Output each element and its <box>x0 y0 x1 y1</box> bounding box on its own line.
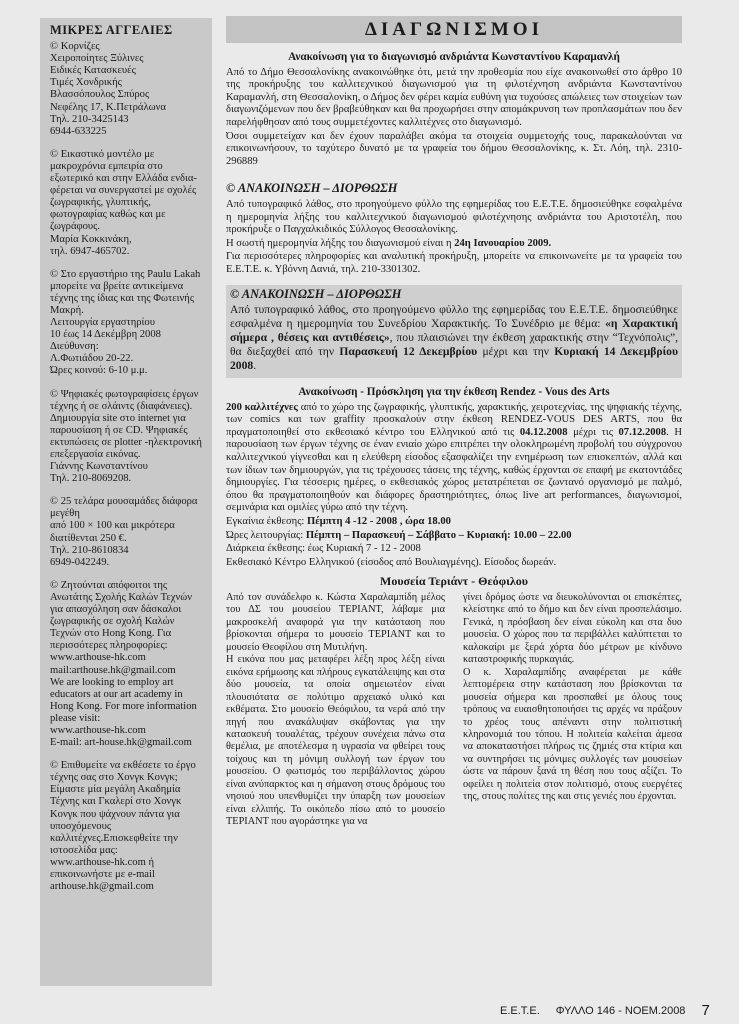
hours-value: Πέμπτη – Παρασκευή – Σάββατο – Κυριακή: 10.00 – 22.00 <box>305 529 572 541</box>
rendez-vous-title: Ανακοίνωση - Πρόσκληση για την έκθεση Rendez - Vous des Arts <box>298 386 610 399</box>
article-correction-engraving <box>226 285 682 379</box>
correction2-text-3: μέχρι και την <box>477 345 555 359</box>
hours-line <box>226 530 682 543</box>
ad-hong-kong-teachers: © Ζητούνται απόφοιτοι της Ανωτάτης Σχολής Καλών Τεχνών για απασχόληση σαν δάσκαλοι ζωγραφικής σε σχολή Καλών Τεχνών στο Hong Kong. Για περισσότερες πληροφορίες: www.arthouse-hk.com mail:arthouse.hk@gmail.com We are looking to employ art educators at our art academy in Hong Kong. For more information please visit: www.arthouse-hk.com E-mail: art-house.hk@gmail.com <box>50 579 197 749</box>
rendez-vous-body <box>226 402 682 515</box>
article-correction-aristotle <box>226 182 682 276</box>
conference-theme: «η Χαρακτική σήμερα , θέσεις και αντιθέσεις» <box>230 317 678 345</box>
article-karamanlis-title: Ανακοίνωση για το διαγωνισμό ανδριάντα Κωνσταντίνου Καραμανλή <box>288 51 620 63</box>
article-museums <box>226 575 682 828</box>
correction2-text-2: , που πλαισιώνει την έκθεση χαρακτικής στην “Τεχνόπολις”, θα διεξαχθεί από την <box>230 331 678 359</box>
ad-hong-kong-gallery: © Επιθυμείτε να εκθέσετε το έργο τέχνης σας στο Χονγκ Κονγκ; Είμαστε μία μεγάλη Ακαδημία Τέχνης και Γκαλερί στο Χονγκ Κονγκ που ψάχνουν πάντα για υποσχόμενους καλλιτέχνες.Επισκεφθείτε την ιστοσελίδα μας: www.arthouse-hk.com ή επικοινωνήστε με e-mail arthouse.hk@gmail.com <box>50 760 196 893</box>
article-karamanlis-p2: Όσοι συμμετείχαν και δεν έχουν παραλάβει ακόμα τα στοιχεία συμμετοχής τους, παρακαλούνται να επικοινωνήσουν, το ταχύτερο δυνατό με τα γραφεία του δήμου Θεσσαλονίκης, κ. Στ. Λόη, τηλ. 2310-296889 <box>226 130 682 167</box>
correction-p1: Από τυπογραφικό λάθος, στο προηγούμενο φύλλο της εφημερίδας του Ε.Ε.Τ.Ε. δημοσιεύθηκε εσφαλμένα η ημερομηνία λήξης του καλλιτεχνικού διαγωνισμού φιλοτέχνησης ανδριάντα του Αριστοτέλη, που προκήρυξε ο Παγχαλκιδικός Σύλλογος Θεσσαλονίκης. <box>226 198 682 236</box>
end-date: 07.12.2008 <box>618 426 667 438</box>
main-column <box>226 16 682 991</box>
article-karamanlis <box>226 51 682 168</box>
opening-value: Πέμπτη 4 -12 - 2008 , ώρα 18.00 <box>306 516 451 528</box>
classifieds-sidebar <box>40 18 212 986</box>
section-banner: ΔΙΑΓΩΝΙΣΜΟΙ <box>226 16 682 43</box>
conference-end: Κυριακή 14 Δεκεμβρίου 2008 <box>230 345 678 373</box>
hours-label: Ώρες λειτουργίας: <box>226 529 306 541</box>
ad-model: © Εικαστικό μοντέλο με μακροχρόνια εμπειρία στο εξωτερικό και στην Ελλάδα ενδια-φέρεται να συνεργαστεί με σχολές ζωγραφικής, γλυπτικής, φωτογραφίας καθώς και με ζωγράφους. Μαρία Κοκκινάκη, τηλ. 6947-465702. <box>50 148 197 257</box>
ad-canvases: © 25 τελάρα μουσαμάδες διάφορα μεγέθη από 100 × 100 και μικρότερα διατίθενται 250 €. Τηλ. 210-8610834 6949-042249. <box>50 496 198 568</box>
footer-issue: ΦΥΛΛΟ 146 - ΝΟΕΜ.2008 <box>555 1004 686 1017</box>
page-number: 7 <box>701 1002 710 1019</box>
ad-frames: © Κορνίζες Χειροποίητες Ξύλινες Ειδικές Κατασκευές Τιμές Χονδρικής Βλασσόπουλος Σπύρος Νεφέλης 17, Κ.Πετράλωνα Τηλ. 210-3425143 6944-633225 <box>50 41 166 137</box>
page-footer <box>500 1002 710 1019</box>
correction-p3: Για περισσότερες πληροφορίες και αναλυτική προκήρυξη, μπορείτε να επικοινωνείτε με τα γραφεία του Ε.Ε.Τ.Ε. κ. Υβόννη Δανιά, τηλ. 210-3301302. <box>226 251 682 275</box>
opening-line <box>226 516 682 529</box>
correction2-text-1: Από τυπογραφικό λάθος, στο προηγούμενο φύλλο της εφημερίδας του Ε.Ε.Τ.Ε. δημοσιεύθηκε εσφαλμένα η ημερομηνία του Συνεδρίου Χαρακτικής. Το Συνέδριο με θέμα: <box>230 303 678 331</box>
start-date: 04.12.2008 <box>519 426 568 438</box>
correction-p2-text: Η σωστή ημερομηνία λήξης του διαγωνισμού είναι η <box>226 237 455 249</box>
rendez-vous-text-1: από το χώρο της ζωγραφικής, γλυπτικής, χαρακτικής, χειροτεχνίας, της ψηφιακής τέχνης, των comics και των graffity προσκαλούν στην έκθεση RENDEZ-VOUS DES ARTS, που θα πραγματοποιηθεί στο εκθεσιακό κέντρο του Ελληνικού από τις <box>226 401 682 438</box>
footer-org: Ε.Ε.Τ.Ε. <box>500 1004 540 1017</box>
correction2-text-4: . <box>253 359 257 373</box>
rendez-vous-text-3: . Η παρουσίαση των έργων τέχνης σε έναν ενιαίο χώρο επιτρέπει την ολοκληρωμένη προβολή του σύγχρονου καλλιτεχνικού γίγνεσθαι και η ελεύθερη είσοδος εξασφαλίζει την ενημέρωση των επισκεπτών, αλλά και των ίδιων των δημιουργών, για τις τρέχουσες τάσεις της τέχνης, καθώς έρχονται σε επαφή με εκατοντάδες δημιουργίες. Για τέσσερις ημέρες, ο εκθεσιακός χώρος μετατρέπεται σε ζωντανό οργανισμό με παλμό, όπου θα πραγματοποιηθούν και διάφορες δραστηριότητες, όπως live art performances, διαγωνισμοί, σεμινάρια και ομιλίες γύρω από την τέχνη. <box>226 426 682 514</box>
museums-title: Μουσεία Τεριάντ - Θεόφιλου <box>380 574 528 589</box>
artists-count: 200 καλλιτέχνες <box>226 401 298 413</box>
correction-date: 24η Ιανουαρίου 2009. <box>454 237 552 249</box>
duration-line: Διάρκεια έκθεσης: έως Κυριακή 7 - 12 - 2008 <box>226 543 421 555</box>
museums-col-left: Από τον συνάδελφο κ. Κώστα Χαραλαμπίδη μέλος του ΔΣ του μουσείου ΤΕΡΙΑΝΤ, λάβαμε μια μακροσκελή αναφορά για την κατάσταση που βρίσκονται σήμερα το μουσείο ΤΕΡΙΑΝΤ και το μουσείο Θεοφίλου στη Μυτιλήνη. Η εικόνα που μας μεταφέρει λέξη προς λέξη είναι εικόνα ερήμωσης και πλήρους εγκατάλειψης και στα δύο μουσεία, τα οποία σημειωτέον είναι πλουσιότατα σε πολύτιμο αρχειακό υλικό και εκθέματα. Στο μουσείο Θεόφιλου, τα νερά από την πηγή που ανακάλυψαν σκάβοντας για την κατασκευή τουαλέτας, τρέχουν συνέχεια πάνω στα θεμέλια, με αποτέλεσμα η υγρασία να φθείρει τους τοίχους και τη μόνιμη συλλογή των έργων του μουσείου. Ο φωτισμός του περιβάλλοντος χώρου είναι ανύπαρκτος και η σήμανση στους δρόμους του νησιού που υπενθυμίζει την ύπαρξη των μουσείων είναι ελλιπής. Το οικόπεδο πίσω από το μουσείο ΤΕΡΙΑΝΤ που αγοράστηκε για να <box>226 592 445 828</box>
correction2-title: © ΑΝΑΚΟΙΝΩΣΗ – ΔΙΟΡΘΩΣΗ <box>230 286 402 301</box>
opening-label: Εγκαίνια έκθεσης: <box>226 516 307 528</box>
museums-col-right: γίνει δρόμος ώστε να διευκολύνονται οι επισκέπτες, κλείστηκε από το δήμο και δεν είναι προσπελάσιμο. Γενικά, η πρόσβαση δεν είναι εύκολη και στα δυο μουσεία. Ο χώρος που τα περιβάλλει καλύπτεται το καλοκαίρι με ξερά χόρτα δύο μέτρων με κίνδυνο καταστροφικής πυρκαγιάς. Ο κ. Χαραλαμπίδης αναφέρεται με κάθε λεπτομέρεια στην κατάσταση που βρίσκονται τα μουσεία σήμερα και προσπαθεί με όλους τους τρόπους να ευαισθητοποιήσει τις αρχές να πράξουν το χρέος τους απέναντι στην πολιτιστική κληρονομιά του τόπου. Η πολιτεία καλείται άμεσα να αποκαταστήσει πλήρως τις ζημιές στα κτίρια και να συντηρήσει τις μόνιμες συλλογές των μουσείων ώστε να πάρουν ξανά τη θέση που τους αξίζει. Το οφείλει η πολιτεία στον πολιτισμό, στους ευεργέτες της, στους πολίτες της και στις γενιές που έρχονται. <box>463 592 682 803</box>
correction-p2 <box>226 238 682 251</box>
museums-columns <box>226 592 682 829</box>
article-karamanlis-p1: Από το Δήμο Θεσσαλονίκης ανακοινώθηκε ότι, μετά την προθεσμία που είχε ανακοινωθεί στο άρθρο 10 της προκήρυξης του καλλιτεχνικού διαγωνισμού για τη φιλοτέχνηση ανδριάντα Κωνσταντίνου Καραμανλή, στη Θεσσαλονίκη, ο Δήμος δεν φέρει καμία ευθύνη για τυχούσες απώλειες των στοιχείων των διαγωνιζόμενων που δεν βραβεύθηκαν και θα προχωρήσει στην απομάκρυνση των προπλασμάτων που δεν παρελήφθησαν από τους συμμετέχοντες καλλιτέχνες στο διαγωνισμό. <box>226 66 682 128</box>
correction-title: © ΑΝΑΚΟΙΝΩΣΗ – ΔΙΟΡΘΩΣΗ <box>226 181 398 196</box>
article-rendez-vous <box>226 386 682 569</box>
rendez-vous-text-2: μέχρι τις <box>567 426 619 438</box>
ad-digital-photo: © Ψηφιακές φωτογραφίσεις έργων τέχνης ή σε σλάιντς (διαφάνειες). Δημιουργία site στο internet για παρουσίαση ή σε CD. Ψηφιακές εκτυπώσεις σε plotter -ηλεκτρονική επεξεργασία εικόνας. Γιάννης Κωνσταντίνου Τηλ. 210-8069208. <box>50 388 202 485</box>
conference-start: Παρασκευή 12 Δεκεμβρίου <box>339 345 478 359</box>
correction2-text <box>230 303 678 373</box>
classifieds-title: ΜΙΚΡΕΣ ΑΓΓΕΛΙΕΣ <box>50 23 173 37</box>
ad-workshop: © Στο εργαστήριο της Paulu Lakah μπορείτε να βρείτε αντικείμενα τέχνης της ίδιας και της Φωτεινής Μακρή. Λειτουργία εργαστηρίου 10 έως 14 Δεκέμβρη 2008 Διεύθυνση: Λ.Φωτιάδου 20-22. Ώρες κοινού: 6-10 μ.μ. <box>50 268 201 377</box>
venue-line: Εκθεσιακό Κέντρο Ελληνικού (είσοδος από Βουλιαγμένης). Είσοδος δωρεάν. <box>226 556 557 568</box>
